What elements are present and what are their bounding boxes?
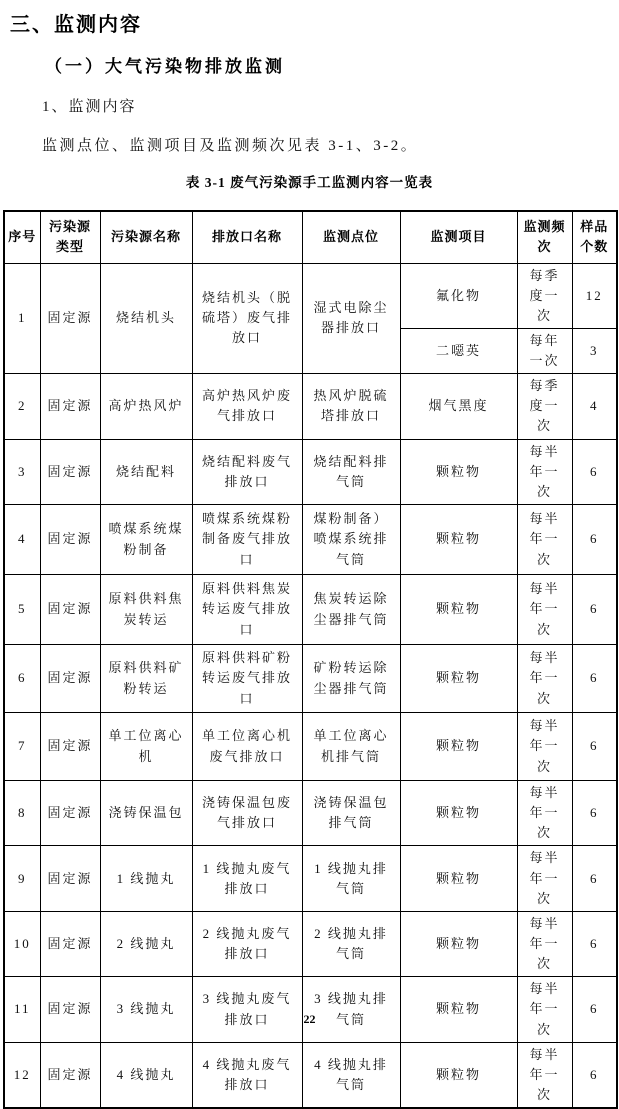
cell-frequency: 每年一次 bbox=[517, 328, 572, 373]
cell-sample-count: 6 bbox=[572, 911, 617, 976]
cell-no: 12 bbox=[4, 1042, 40, 1108]
cell-monitor-point: 烧结配料排气筒 bbox=[302, 439, 400, 504]
cell-no: 6 bbox=[4, 645, 40, 713]
cell-no: 10 bbox=[4, 911, 40, 976]
cell-frequency: 每半年一次 bbox=[517, 439, 572, 504]
cell-monitor-item: 颗粒物 bbox=[400, 977, 517, 1042]
cell-monitor-point: 1 线抛丸排气筒 bbox=[302, 846, 400, 911]
cell-source-type: 固定源 bbox=[40, 846, 100, 911]
cell-monitor-point: 焦炭转运除尘器排气筒 bbox=[302, 575, 400, 645]
cell-sample-count: 6 bbox=[572, 977, 617, 1042]
cell-frequency: 每半年一次 bbox=[517, 645, 572, 713]
cell-monitor-item: 颗粒物 bbox=[400, 713, 517, 781]
table-row bbox=[4, 977, 617, 1042]
column-header-frequency: 监测频次 bbox=[517, 211, 572, 263]
cell-frequency: 每半年一次 bbox=[517, 505, 572, 575]
cell-monitor-item: 颗粒物 bbox=[400, 505, 517, 575]
cell-frequency: 每半年一次 bbox=[517, 781, 572, 846]
monitoring-table bbox=[3, 210, 618, 1109]
cell-source-name: 浇铸保温包 bbox=[100, 781, 192, 846]
cell-source-name: 单工位离心机 bbox=[100, 713, 192, 781]
cell-frequency: 每半年一次 bbox=[517, 1042, 572, 1108]
cell-outlet-name: 单工位离心机废气排放口 bbox=[192, 713, 302, 781]
cell-source-name: 喷煤系统煤粉制备 bbox=[100, 505, 192, 575]
cell-no: 5 bbox=[4, 575, 40, 645]
cell-no: 2 bbox=[4, 374, 40, 439]
cell-sample-count: 6 bbox=[572, 781, 617, 846]
cell-no: 3 bbox=[4, 439, 40, 504]
cell-source-type: 固定源 bbox=[40, 781, 100, 846]
column-header-source-name: 污染源名称 bbox=[100, 211, 192, 263]
cell-source-type: 固定源 bbox=[40, 713, 100, 781]
cell-outlet-name: 浇铸保温包废气排放口 bbox=[192, 781, 302, 846]
cell-monitor-item: 二噁英 bbox=[400, 328, 517, 373]
cell-outlet-name: 4 线抛丸废气排放口 bbox=[192, 1042, 302, 1108]
cell-frequency: 每半年一次 bbox=[517, 713, 572, 781]
table-caption: 表 3-1 废气污染源手工监测内容一览表 bbox=[185, 175, 434, 190]
table-header-row bbox=[4, 211, 617, 263]
cell-outlet-name: 2 线抛丸废气排放口 bbox=[192, 911, 302, 976]
cell-no: 4 bbox=[4, 505, 40, 575]
cell-source-name: 烧结机头 bbox=[100, 263, 192, 374]
section-heading: 三、监测内容 bbox=[10, 14, 142, 36]
cell-source-name: 1 线抛丸 bbox=[100, 846, 192, 911]
table-row bbox=[4, 645, 617, 713]
cell-no: 7 bbox=[4, 713, 40, 781]
cell-outlet-name: 1 线抛丸废气排放口 bbox=[192, 846, 302, 911]
cell-source-type: 固定源 bbox=[40, 977, 100, 1042]
cell-monitor-item: 颗粒物 bbox=[400, 846, 517, 911]
cell-sample-count: 6 bbox=[572, 846, 617, 911]
cell-source-type: 固定源 bbox=[40, 263, 100, 374]
cell-source-type: 固定源 bbox=[40, 645, 100, 713]
table-row bbox=[4, 781, 617, 846]
cell-source-type: 固定源 bbox=[40, 911, 100, 976]
cell-monitor-item: 颗粒物 bbox=[400, 911, 517, 976]
cell-no: 9 bbox=[4, 846, 40, 911]
cell-source-name: 烧结配料 bbox=[100, 439, 192, 504]
cell-sample-count: 6 bbox=[572, 645, 617, 713]
cell-monitor-point: 热风炉脱硫塔排放口 bbox=[302, 374, 400, 439]
cell-frequency: 每半年一次 bbox=[517, 846, 572, 911]
cell-monitor-point: 浇铸保温包排气筒 bbox=[302, 781, 400, 846]
cell-source-name: 2 线抛丸 bbox=[100, 911, 192, 976]
table-row bbox=[4, 575, 617, 645]
cell-outlet-name: 原料供料矿粉转运废气排放口 bbox=[192, 645, 302, 713]
table-row bbox=[4, 1042, 617, 1108]
cell-sample-count: 3 bbox=[572, 328, 617, 373]
cell-sample-count: 6 bbox=[572, 575, 617, 645]
page-number: 22 bbox=[303, 1012, 316, 1026]
cell-source-type: 固定源 bbox=[40, 439, 100, 504]
column-header-monitor-point: 监测点位 bbox=[302, 211, 400, 263]
table-row bbox=[4, 713, 617, 781]
cell-source-name: 4 线抛丸 bbox=[100, 1042, 192, 1108]
cell-no: 11 bbox=[4, 977, 40, 1042]
cell-monitor-item: 颗粒物 bbox=[400, 645, 517, 713]
table-row bbox=[4, 263, 617, 328]
cell-outlet-name: 高炉热风炉废气排放口 bbox=[192, 374, 302, 439]
cell-monitor-item: 颗粒物 bbox=[400, 439, 517, 504]
cell-no: 8 bbox=[4, 781, 40, 846]
cell-frequency: 每季度一次 bbox=[517, 374, 572, 439]
cell-source-name: 3 线抛丸 bbox=[100, 977, 192, 1042]
cell-outlet-name: 3 线抛丸废气排放口 bbox=[192, 977, 302, 1042]
cell-monitor-item: 颗粒物 bbox=[400, 575, 517, 645]
table-row bbox=[4, 911, 617, 976]
cell-source-type: 固定源 bbox=[40, 575, 100, 645]
list-heading: 1、监测内容 bbox=[42, 99, 137, 115]
cell-source-name: 原料供料矿粉转运 bbox=[100, 645, 192, 713]
cell-sample-count: 12 bbox=[572, 263, 617, 328]
column-header-sample-count: 样品个数 bbox=[572, 211, 617, 263]
cell-monitor-point: 湿式电除尘器排放口 bbox=[302, 263, 400, 374]
table-row bbox=[4, 439, 617, 504]
cell-sample-count: 6 bbox=[572, 505, 617, 575]
cell-monitor-point: 4 线抛丸排气筒 bbox=[302, 1042, 400, 1108]
cell-sample-count: 6 bbox=[572, 439, 617, 504]
cell-outlet-name: 原料供料焦炭转运废气排放口 bbox=[192, 575, 302, 645]
table-row bbox=[4, 846, 617, 911]
cell-frequency: 每半年一次 bbox=[517, 911, 572, 976]
column-header-monitor-item: 监测项目 bbox=[400, 211, 517, 263]
cell-sample-count: 6 bbox=[572, 713, 617, 781]
column-header-outlet-name: 排放口名称 bbox=[192, 211, 302, 263]
cell-monitor-item: 氟化物 bbox=[400, 263, 517, 328]
cell-frequency: 每半年一次 bbox=[517, 977, 572, 1042]
cell-monitor-item: 颗粒物 bbox=[400, 781, 517, 846]
column-header-source-type: 污染源类型 bbox=[40, 211, 100, 263]
cell-source-type: 固定源 bbox=[40, 1042, 100, 1108]
cell-source-name: 高炉热风炉 bbox=[100, 374, 192, 439]
subsection-heading: （一）大气污染物排放监测 bbox=[45, 57, 285, 76]
cell-monitor-point: 2 线抛丸排气筒 bbox=[302, 911, 400, 976]
cell-sample-count: 4 bbox=[572, 374, 617, 439]
column-header-no: 序号 bbox=[4, 211, 40, 263]
cell-monitor-item: 烟气黑度 bbox=[400, 374, 517, 439]
table-row bbox=[4, 505, 617, 575]
cell-source-type: 固定源 bbox=[40, 374, 100, 439]
cell-monitor-point: 矿粉转运除尘器排气筒 bbox=[302, 645, 400, 713]
cell-sample-count: 6 bbox=[572, 1042, 617, 1108]
body-paragraph: 监测点位、监测项目及监测频次见表 3-1、3-2。 bbox=[42, 138, 419, 154]
cell-monitor-item: 颗粒物 bbox=[400, 1042, 517, 1108]
cell-monitor-point: 煤粉制备）喷煤系统排气筒 bbox=[302, 505, 400, 575]
cell-source-name: 原料供料焦炭转运 bbox=[100, 575, 192, 645]
cell-frequency: 每半年一次 bbox=[517, 575, 572, 645]
cell-monitor-point: 3 线抛丸排气筒 bbox=[302, 977, 400, 1042]
cell-outlet-name: 喷煤系统煤粉制备废气排放口 bbox=[192, 505, 302, 575]
cell-source-type: 固定源 bbox=[40, 505, 100, 575]
cell-outlet-name: 烧结配料废气排放口 bbox=[192, 439, 302, 504]
cell-no: 1 bbox=[4, 263, 40, 374]
table-row bbox=[4, 374, 617, 439]
cell-monitor-point: 单工位离心机排气筒 bbox=[302, 713, 400, 781]
cell-outlet-name: 烧结机头（脱硫塔）废气排放口 bbox=[192, 263, 302, 374]
cell-frequency: 每季度一次 bbox=[517, 263, 572, 328]
